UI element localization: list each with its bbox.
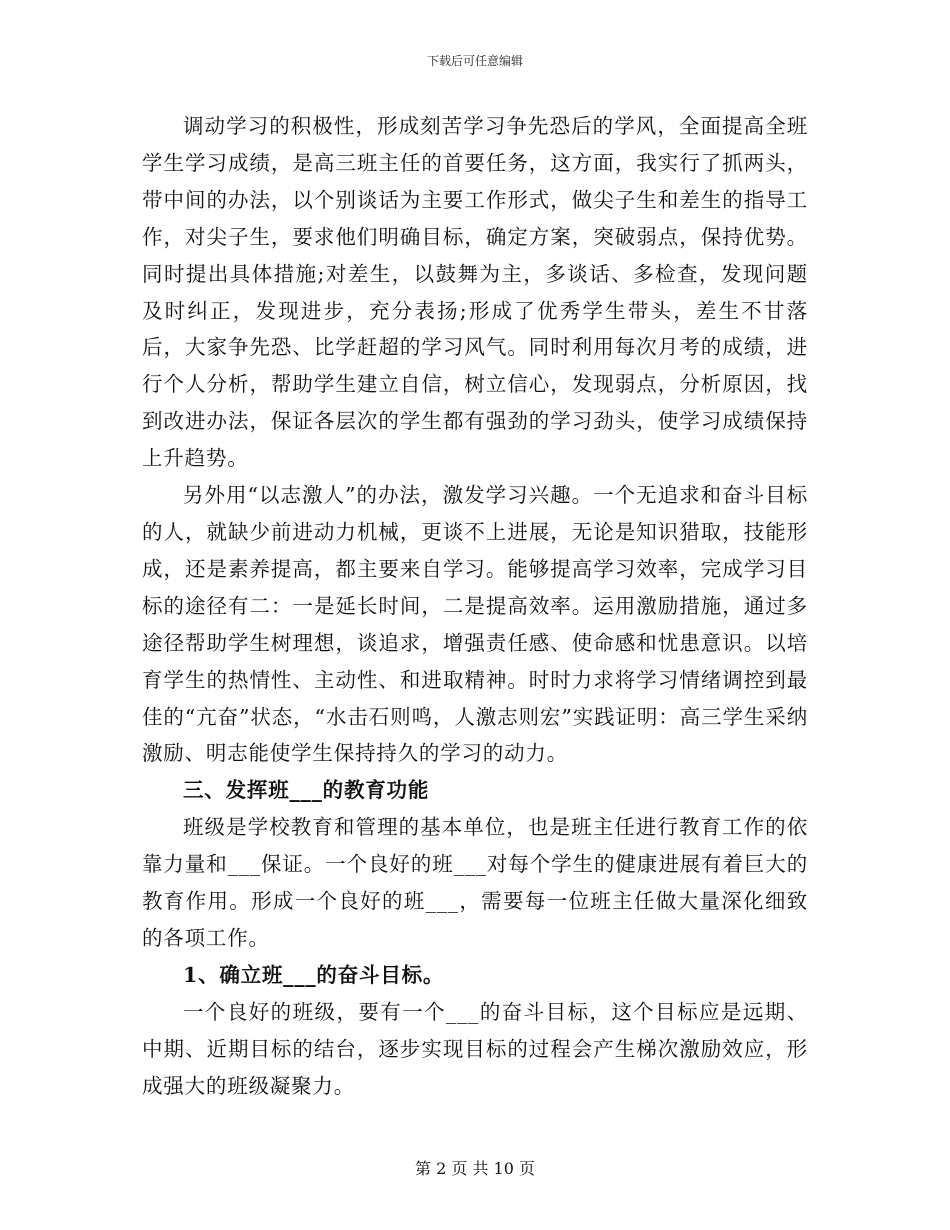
paragraph-class-unit: 班级是学校教育和管理的基本单位，也是班主任进行教育工作的依靠力量和___保证。一个良好的班___对每个学生的健康进展有着巨大的教育作用。形成一个良好的班___，需要每一位班主任做大量深化细致的各项工作。 bbox=[142, 815, 808, 950]
section-heading-class-function: 三、发挥班___的教育功能 bbox=[183, 778, 430, 803]
document-body bbox=[142, 108, 808, 1104]
paragraph-study-motivation: 调动学习的积极性，形成刻苦学习争先恐后的学风，全面提高全班学生学习成绩，是高三班主任的首要任务，这方面，我实行了抓两头，带中间的办法，以个别谈话为主要工作形式，做尖子生和差生的指导工作，对尖子生，要求他们明确目标，确定方案，突破弱点，保持优势。同时提出具体措施;对差生，以鼓舞为主，多谈话、多检查，发现问题及时纠正，发现进步，充分表扬;形成了优秀学生带头，差生不甘落后，大家争先恐、比学赶超的学习风气。同时利用每次月考的成绩，进行个人分析，帮助学生建立自信，树立信心，发现弱点，分析原因，找到改进办法，保证各层次的学生都有强劲的学习劲头，使学习成绩保持上升趋势。 bbox=[142, 114, 808, 471]
subheading-class-goal: 1、确立班___的奋斗目标。 bbox=[183, 962, 445, 987]
paragraph-inspiration: 另外用“以志激人”的办法，激发学习兴趣。一个无追求和奋斗目标的人，就缺少前进动力机械，更谈不上进展，无论是知识猎取，技能形成，还是素养提高，都主要来自学习。能够提高学习效率，完成学习目标的途径有二：一是延长时间，二是提高效率。运用激励措施，通过多途径帮助学生树理想，谈追求，增强责任感、使命感和忧患意识。以培育学生的热情性、主动性、和进取精神。时时力求将学习情绪调控到最佳的“亢奋”状态，“水击石则鸣，人激志则宏”实践证明：高三学生采纳激励、明志能使学生保持持久的学习的动力。 bbox=[142, 483, 808, 766]
paragraph-class-goal: 一个良好的班级，要有一个___的奋斗目标，这个目标应是远期、中期、近期目标的结台，逐步实现目标的过程会产生梯次激励效应，形成强大的班级凝聚力。 bbox=[142, 999, 808, 1098]
page-footer: 第 2 页 共 10 页 bbox=[415, 1159, 535, 1178]
page-header: 下载后可任意编辑 bbox=[426, 54, 523, 68]
